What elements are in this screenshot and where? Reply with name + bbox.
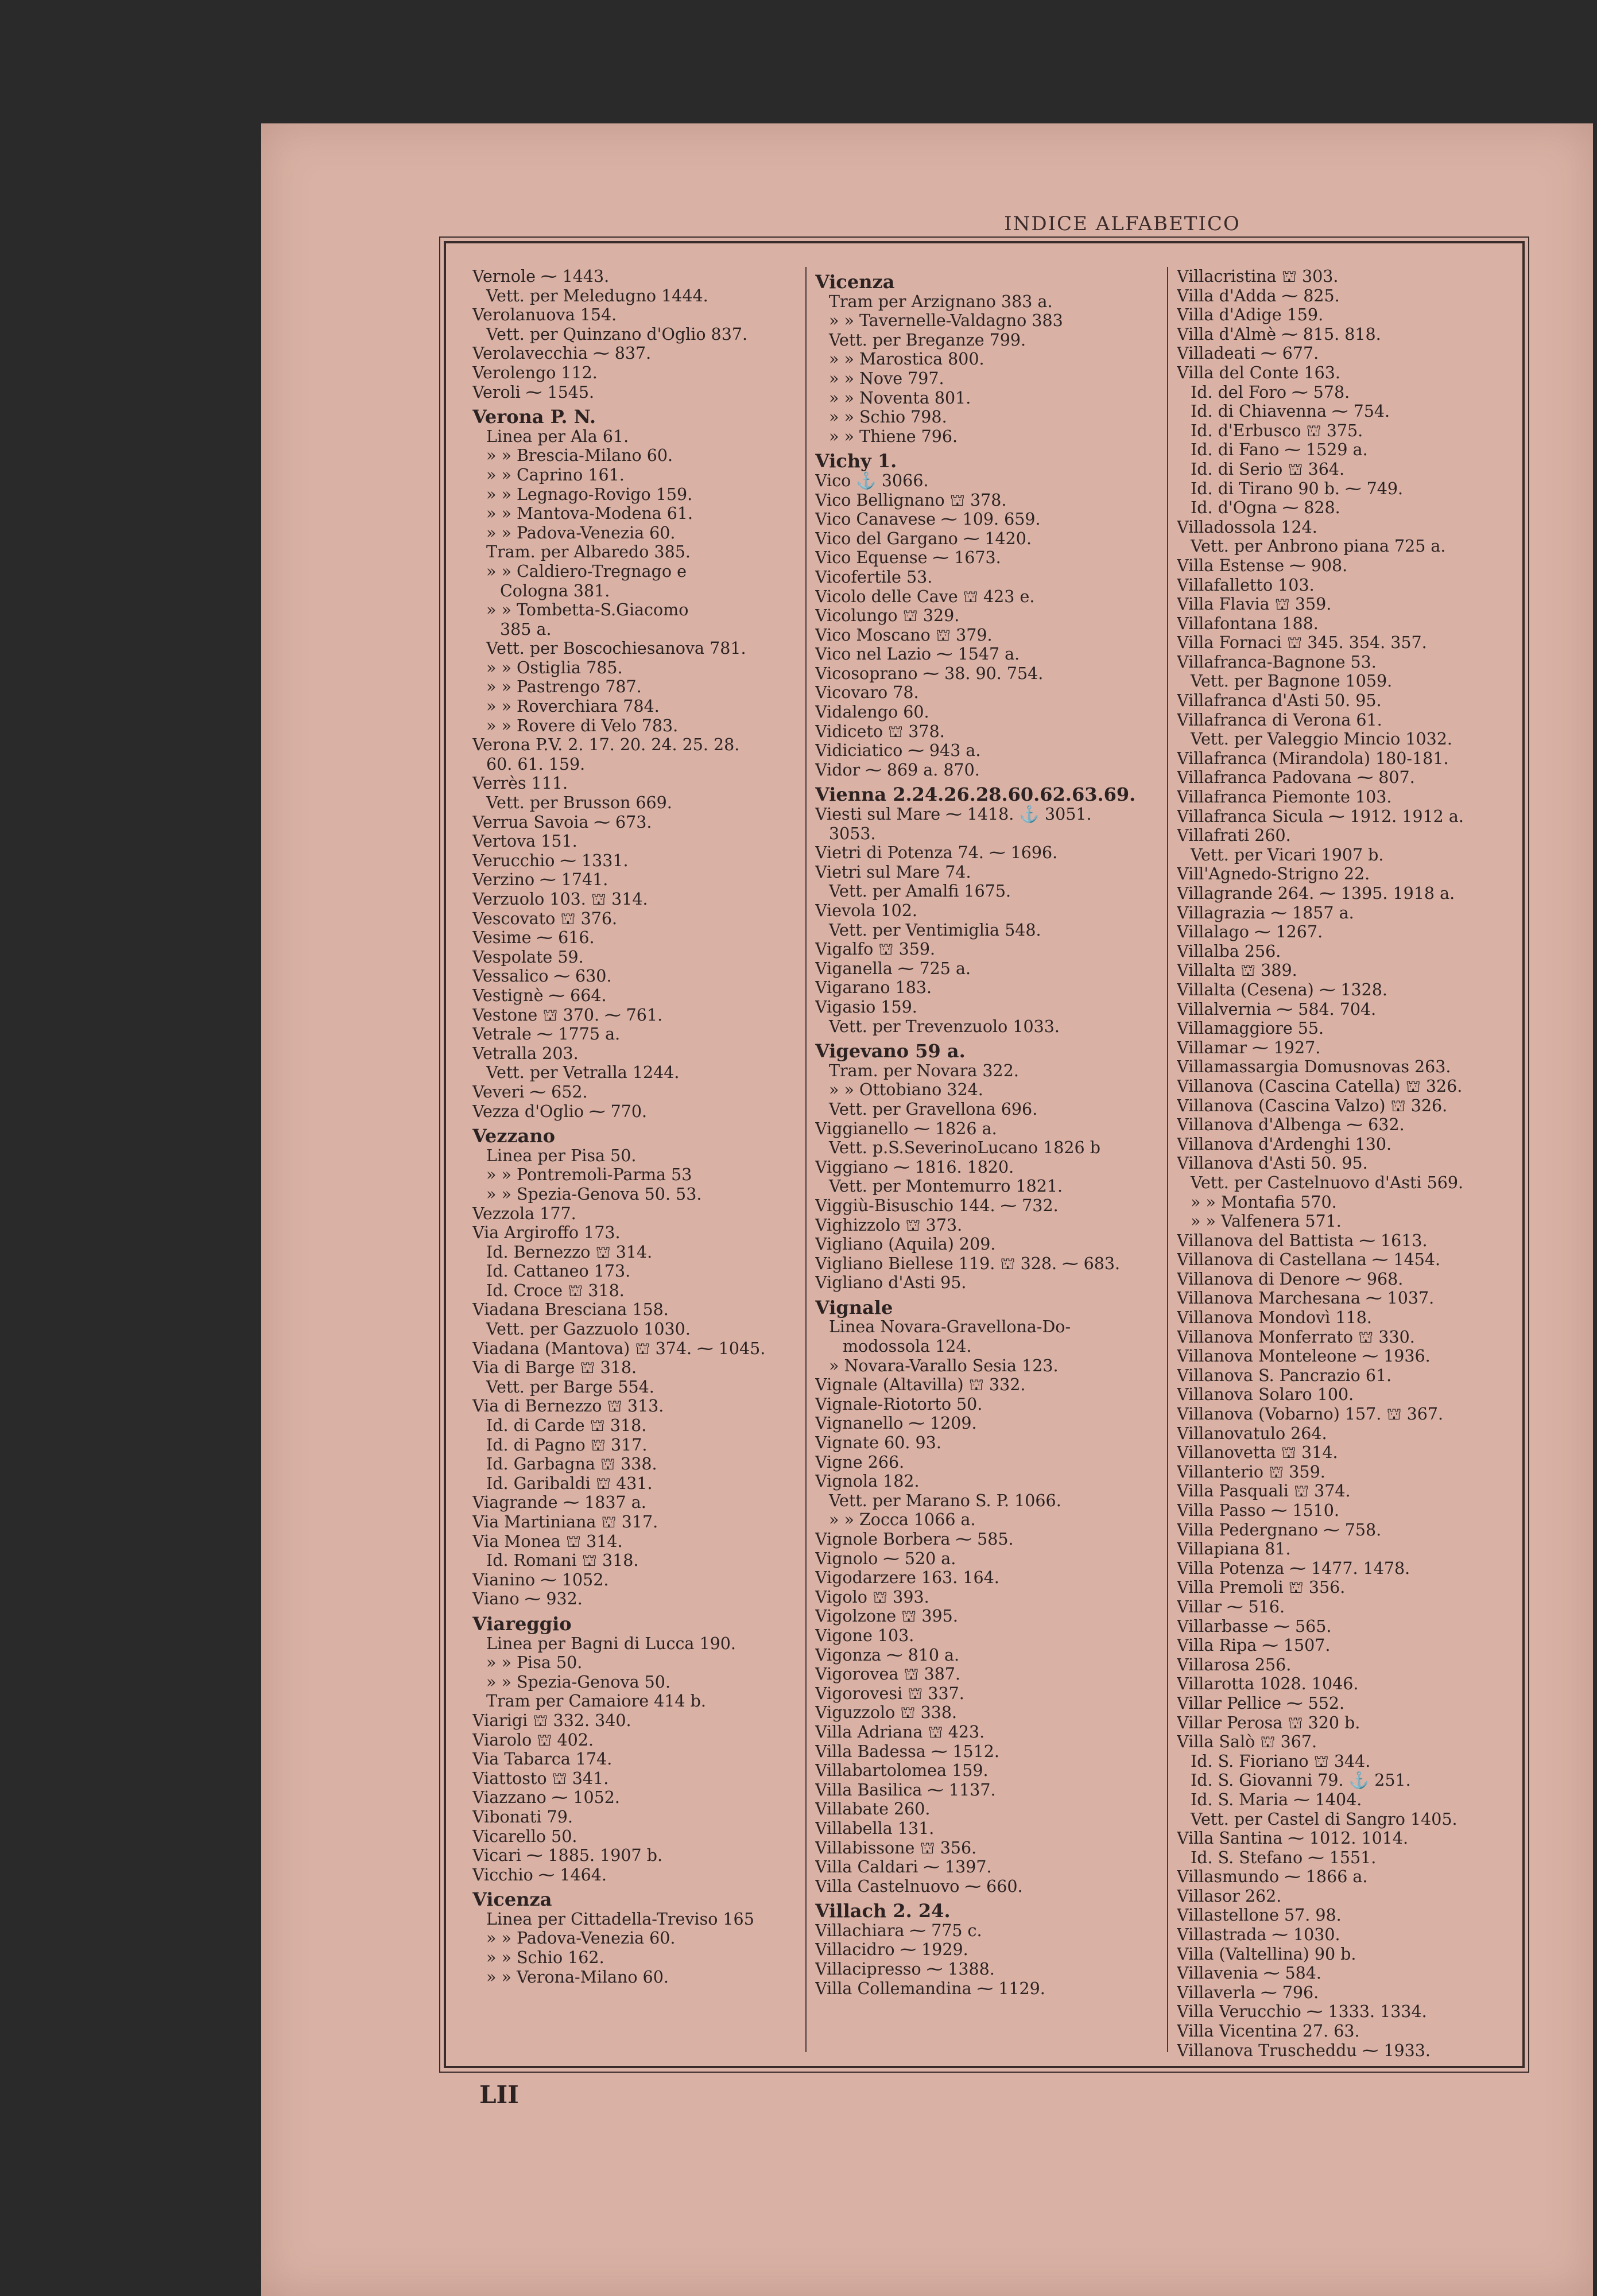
index-entry: » » Ostiglia 785. <box>486 658 623 677</box>
index-entry: » » Noventa 801. <box>829 388 971 408</box>
index-entry: Verrua Savoia ⁓ 673. <box>472 812 652 832</box>
index-heading: Vienna 2.24.26.28.60.62.63.69. <box>815 784 1136 806</box>
index-entry: Villa Badessa ⁓ 1512. <box>815 1742 999 1761</box>
index-entry: Villanova Solaro 100. <box>1177 1385 1354 1405</box>
index-entry: Id. Croce ⛫ 318. <box>486 1281 625 1300</box>
index-entry: Vetralla 203. <box>472 1044 579 1063</box>
index-entry: Vigne 266. <box>815 1452 905 1472</box>
index-entry: 385 a. <box>500 619 552 639</box>
index-entry: Vigonza ⁓ 810 a. <box>815 1645 960 1665</box>
index-entry: Verolengo 112. <box>472 363 598 382</box>
index-entry: Villa Caldari ⁓ 1397. <box>815 1857 992 1877</box>
index-entry: Vett. per Barge 554. <box>486 1377 654 1397</box>
index-entry: Villaverla ⁓ 796. <box>1177 1983 1319 2002</box>
index-entry: Vigolzone ⛫ 395. <box>815 1607 958 1626</box>
index-entry: Verolanuova 154. <box>472 305 617 325</box>
index-entry: » » Ottobiano 324. <box>829 1080 983 1100</box>
index-entry: Villa Adriana ⛫ 423. <box>815 1722 985 1742</box>
index-entry: Vett. per Vicari 1907 b. <box>1191 845 1384 864</box>
index-entry: Villanova di Castellana ⁓ 1454. <box>1177 1250 1441 1270</box>
index-entry: Villacipresso ⁓ 1388. <box>815 1960 995 1979</box>
index-entry: Viguzzolo ⛫ 338. <box>815 1703 958 1723</box>
index-entry: Verona P.V. 2. 17. 20. 24. 25. 28. <box>472 735 740 755</box>
index-entry: Villasmundo ⁓ 1866 a. <box>1177 1867 1368 1887</box>
index-entry: » » Valfenera 571. <box>1191 1212 1342 1231</box>
index-entry: Vico Bellignano ⛫ 378. <box>815 490 1007 510</box>
index-entry: » » Padova-Venezia 60. <box>486 1929 676 1948</box>
index-entry: Villafrati 260. <box>1177 826 1291 846</box>
index-entry: Villa Pasquali ⛫ 374. <box>1177 1481 1351 1501</box>
book-page <box>261 123 1593 2296</box>
index-heading: Verona P. N. <box>472 406 596 428</box>
index-entry: Vicovaro 78. <box>815 683 919 703</box>
index-entry: » » Caprino 161. <box>486 465 625 484</box>
index-entry: Id. Romani ⛫ 318. <box>486 1551 639 1570</box>
index-entry: Id. S. Fioriano ⛫ 344. <box>1191 1751 1371 1771</box>
index-entry: Tram per Camaiore 414 b. <box>486 1692 706 1711</box>
index-entry: Villanova (Vobarno) 157. ⛫ 367. <box>1177 1405 1444 1424</box>
index-entry: Linea per Ala 61. <box>486 426 629 446</box>
index-entry: Villanova del Battista ⁓ 1613. <box>1177 1231 1428 1250</box>
index-entry: Id. di Carde ⛫ 318. <box>486 1416 647 1436</box>
index-entry: Villadeati ⁓ 677. <box>1177 344 1319 363</box>
index-entry: Villanterio ⛫ 359. <box>1177 1462 1325 1481</box>
index-entry: Villanova Monferrato ⛫ 330. <box>1177 1327 1415 1347</box>
index-entry: Id. di Chiavenna ⁓ 754. <box>1191 402 1390 421</box>
index-entry: Vetrale ⁓ 1775 a. <box>472 1025 621 1044</box>
index-entry: Verucchio ⁓ 1331. <box>472 851 629 870</box>
index-entry: Villastellone 57. 98. <box>1177 1906 1342 1925</box>
index-entry: Villamar ⁓ 1927. <box>1177 1038 1321 1057</box>
index-entry: Via Tabarca 174. <box>472 1750 613 1769</box>
index-entry: Via Monea ⛫ 314. <box>472 1531 623 1551</box>
index-entry: » » Verona-Milano 60. <box>486 1967 669 1987</box>
index-entry: Vigliano (Aquila) 209. <box>815 1235 996 1254</box>
index-entry: Veveri ⁓ 652. <box>472 1082 588 1102</box>
index-heading: Vicenza <box>472 1888 552 1911</box>
index-entry: » » Spezia-Genova 50. <box>486 1672 671 1692</box>
index-entry: Vett. per Castel di Sangro 1405. <box>1191 1809 1458 1829</box>
index-entry: 3053. <box>829 824 876 843</box>
index-entry: Villa del Conte 163. <box>1177 363 1340 382</box>
index-entry: Villabella 131. <box>815 1818 935 1838</box>
index-entry: Vett. per Gravellona 696. <box>829 1099 1038 1119</box>
index-entry: Villa Premoli ⛫ 356. <box>1177 1578 1346 1597</box>
index-entry: Vett. per Ventimiglia 548. <box>829 920 1041 940</box>
index-entry: Vett. per Breganze 799. <box>829 330 1026 350</box>
index-heading: Vezzano <box>472 1125 555 1147</box>
index-entry: Vignolo ⁓ 520 a. <box>815 1549 956 1568</box>
index-entry: Villa Estense ⁓ 908. <box>1177 556 1348 575</box>
index-entry: Vigorovea ⛫ 387. <box>815 1665 961 1684</box>
index-heading: Viareggio <box>472 1612 572 1635</box>
index-entry: Villalta (Cesena) ⁓ 1328. <box>1177 980 1387 999</box>
index-entry: Veroli ⁓ 1545. <box>472 382 595 402</box>
index-entry: Vett. p.S.SeverinoLucano 1826 b <box>829 1138 1100 1158</box>
index-entry: Viattosto ⛫ 341. <box>472 1768 609 1788</box>
index-entry: » » Tavernelle-Valdagno 383 <box>829 311 1063 331</box>
index-entry: Villa Ripa ⁓ 1507. <box>1177 1636 1331 1655</box>
index-entry: Vignole Borbera ⁓ 585. <box>815 1530 1014 1549</box>
index-entry: Villafranca d'Asti 50. 95. <box>1177 691 1382 711</box>
index-entry: Vigorovesi ⛫ 337. <box>815 1684 964 1703</box>
index-entry: Villamaggiore 55. <box>1177 1019 1324 1038</box>
index-entry: » » Rovere di Velo 783. <box>486 716 679 735</box>
index-entry: Tram. per Albaredo 385. <box>486 542 691 562</box>
index-entry: Vico Equense ⁓ 1673. <box>815 548 1001 568</box>
index-entry: Verolavecchia ⁓ 837. <box>472 344 652 363</box>
index-column-2 <box>815 267 1160 2058</box>
index-entry: Cologna 381. <box>500 581 610 600</box>
index-entry: modossola 124. <box>843 1337 972 1356</box>
index-entry: Vertova 151. <box>472 832 577 851</box>
index-entry: » » Pisa 50. <box>486 1653 583 1673</box>
index-entry: Villanova d'Albenga ⁓ 632. <box>1177 1115 1405 1135</box>
index-entry: Villa Collemandina ⁓ 1129. <box>815 1979 1045 1998</box>
index-entry: » » Brescia-Milano 60. <box>486 446 673 466</box>
index-entry: » » Tombetta-S.Giacomo <box>486 600 689 620</box>
index-entry: Viazzano ⁓ 1052. <box>472 1788 620 1808</box>
index-heading: Vignale <box>815 1296 893 1318</box>
index-entry: Villacidro ⁓ 1929. <box>815 1940 968 1960</box>
index-entry: Vibonati 79. <box>472 1807 573 1826</box>
index-entry: Vessalico ⁓ 630. <box>472 967 612 986</box>
index-entry: Villanova Monteleone ⁓ 1936. <box>1177 1347 1431 1366</box>
index-entry: Villafontana 188. <box>1177 614 1319 633</box>
index-entry: Vicarello 50. <box>472 1826 577 1846</box>
index-column-3 <box>1177 267 1521 2058</box>
index-entry: Via di Bernezzo ⛫ 313. <box>472 1397 664 1416</box>
index-entry: » » Legnago-Rovigo 159. <box>486 484 693 504</box>
index-entry: Villalago ⁓ 1267. <box>1177 922 1323 942</box>
index-entry: Vett. per Montemurro 1821. <box>829 1177 1063 1196</box>
index-entry: Id. Cattaneo 173. <box>486 1262 631 1281</box>
index-entry: Villa (Valtellina) 90 b. <box>1177 1944 1356 1964</box>
running-header: INDICE ALFABETICO <box>1004 212 1241 235</box>
index-entry: Vidor ⁓ 869 a. 870. <box>815 760 980 779</box>
index-entry: Vett. per Amalfi 1675. <box>829 882 1011 901</box>
index-entry: Villa d'Adda ⁓ 825. <box>1177 286 1340 305</box>
index-entry: Vidiciatico ⁓ 943 a. <box>815 741 981 761</box>
index-entry: Vett. per Quinzano d'Oglio 837. <box>486 324 748 344</box>
index-entry: Id. S. Stefano ⁓ 1551. <box>1191 1848 1377 1867</box>
index-entry: Viganella ⁓ 725 a. <box>815 959 971 978</box>
index-entry: Id. Garibaldi ⛫ 431. <box>486 1473 653 1493</box>
index-entry: Villabate 260. <box>815 1799 931 1819</box>
index-column-1 <box>472 267 817 2058</box>
index-entry: Villalvernia ⁓ 584. 704. <box>1177 999 1377 1019</box>
index-heading: Vicenza <box>815 271 895 293</box>
index-entry: Vett. per Valeggio Mincio 1032. <box>1191 730 1452 749</box>
index-entry: Villanova d'Ardenghi 130. <box>1177 1134 1392 1154</box>
index-entry: » » Schio 162. <box>486 1948 604 1968</box>
index-entry: Villanovetta ⛫ 314. <box>1177 1443 1338 1463</box>
index-heading: Villach 2. 24. <box>815 1900 951 1922</box>
index-entry: Viarigi ⛫ 332. 340. <box>472 1711 631 1730</box>
index-entry: Villalta ⛫ 389. <box>1177 961 1297 980</box>
index-entry: Villastrada ⁓ 1030. <box>1177 1925 1340 1945</box>
index-entry: Vett. per Gazzuolo 1030. <box>486 1320 691 1339</box>
index-entry: Via Argiroffo 173. <box>472 1223 621 1243</box>
page-number: LII <box>479 2081 519 2109</box>
index-entry: Villarotta 1028. 1046. <box>1177 1674 1359 1694</box>
index-entry: Villa Potenza ⁓ 1477. 1478. <box>1177 1558 1410 1578</box>
index-entry: » » Padova-Venezia 60. <box>486 523 676 542</box>
index-entry: Villa Flavia ⛫ 359. <box>1177 595 1332 614</box>
index-entry: Vett. per Brusson 669. <box>486 793 672 813</box>
index-entry: Villa Fornaci ⛫ 345. 354. 357. <box>1177 633 1427 653</box>
index-entry: Villarosa 256. <box>1177 1655 1292 1674</box>
index-entry: Villa Castelnuovo ⁓ 660. <box>815 1876 1023 1896</box>
index-entry: Vico del Gargano ⁓ 1420. <box>815 529 1032 548</box>
index-entry: Villafranca (Mirandola) 180-181. <box>1177 748 1449 768</box>
index-entry: Villar Pellice ⁓ 552. <box>1177 1693 1345 1713</box>
index-entry: Vill'Agnedo-Strigno 22. <box>1177 864 1370 884</box>
index-entry: Vesime ⁓ 616. <box>472 928 595 948</box>
index-entry: Vignale-Riotorto 50. <box>815 1394 983 1414</box>
index-entry: Verzuolo 103. ⛫ 314. <box>472 890 648 909</box>
index-entry: Villa Basilica ⁓ 1137. <box>815 1780 996 1799</box>
index-entry: Villafranca Padovana ⁓ 807. <box>1177 768 1415 788</box>
index-entry: Villafranca Piemonte 103. <box>1177 788 1392 807</box>
index-entry: Villafranca Sicula ⁓ 1912. 1912 a. <box>1177 806 1464 826</box>
index-entry: Villanovatulo 264. <box>1177 1424 1327 1443</box>
index-entry: Villabartolomea 159. <box>815 1761 989 1781</box>
index-entry: Viano ⁓ 932. <box>472 1589 583 1609</box>
index-entry: Vespolate 59. <box>472 947 584 967</box>
index-entry: Villanova di Denore ⁓ 968. <box>1177 1269 1404 1289</box>
index-entry: Vico nel Lazio ⁓ 1547 a. <box>815 645 1020 664</box>
index-entry: Villafranca di Verona 61. <box>1177 710 1382 730</box>
index-entry: Vico ⚓ 3066. <box>815 471 929 490</box>
index-entry: Vicosoprano ⁓ 38. 90. 754. <box>815 664 1044 683</box>
index-entry: Linea Novara-Gravellona-Do- <box>829 1317 1071 1337</box>
index-heading: Vigevano 59 a. <box>815 1040 966 1062</box>
index-entry: Vett. per Castelnuovo d'Asti 569. <box>1191 1173 1464 1192</box>
index-entry: Vigliano Biellese 119. ⛫ 328. ⁓ 683. <box>815 1254 1121 1273</box>
index-entry: Villarbasse ⁓ 565. <box>1177 1616 1332 1636</box>
index-entry: Villa Passo ⁓ 1510. <box>1177 1501 1339 1520</box>
index-entry: » » Schio 798. <box>829 408 947 427</box>
index-entry: Villafalletto 103. <box>1177 575 1315 595</box>
index-entry: Villanova (Cascina Catella) ⛫ 326. <box>1177 1076 1463 1096</box>
index-entry: Villagrazia ⁓ 1857 a. <box>1177 903 1354 922</box>
index-entry: » » Marostica 800. <box>829 350 984 369</box>
index-entry: Vigolo ⛫ 393. <box>815 1587 929 1607</box>
index-entry: Linea per Cittadella-Treviso 165 <box>486 1909 754 1929</box>
index-entry: Viesti sul Mare ⁓ 1418. ⚓ 3051. <box>815 805 1092 824</box>
index-entry: Vianino ⁓ 1052. <box>472 1570 609 1589</box>
index-entry: Vicofertile 53. <box>815 567 933 587</box>
index-entry: Id. Bernezzo ⛫ 314. <box>486 1242 653 1262</box>
index-entry: Vigliano d'Asti 95. <box>815 1273 967 1293</box>
index-entry: Vigone 103. <box>815 1626 914 1645</box>
index-entry: Viadana (Mantova) ⛫ 374. ⁓ 1045. <box>472 1339 766 1358</box>
index-entry: Villa d'Adige 159. <box>1177 305 1324 325</box>
index-entry: Villasor 262. <box>1177 1886 1282 1906</box>
index-entry: Id. del Foro ⁓ 578. <box>1191 382 1350 402</box>
index-entry: Viarolo ⛫ 402. <box>472 1730 594 1750</box>
index-entry: Vicolo delle Cave ⛫ 423 e. <box>815 587 1035 606</box>
index-entry: Villadossola 124. <box>1177 517 1317 537</box>
index-entry: Vestone ⛫ 370. ⁓ 761. <box>472 1005 663 1025</box>
index-entry: Villar ⁓ 516. <box>1177 1597 1285 1616</box>
index-entry: Vett. per Boscochiesanova 781. <box>486 639 746 658</box>
index-entry: Vicchio ⁓ 1464. <box>472 1865 607 1884</box>
index-entry: Vett. per Marano S. P. 1066. <box>829 1491 1061 1510</box>
index-entry: Vignola 182. <box>815 1472 920 1491</box>
index-entry: Vett. per Anbrono piana 725 a. <box>1191 537 1446 556</box>
index-entry: Tram. per Novara 322. <box>829 1061 1019 1080</box>
index-entry: Vicari ⁓ 1885. 1907 b. <box>472 1846 663 1865</box>
index-entry: Linea per Pisa 50. <box>486 1146 637 1165</box>
index-entry: Verrès 111. <box>472 774 568 793</box>
index-entry: Villabissone ⛫ 356. <box>815 1838 977 1857</box>
index-entry: Vett. per Trevenzuolo 1033. <box>829 1017 1060 1036</box>
index-entry: Vico Moscano ⛫ 379. <box>815 625 993 645</box>
index-entry: Viadana Bresciana 158. <box>472 1300 669 1320</box>
index-entry: Viagrande ⁓ 1837 a. <box>472 1493 646 1512</box>
index-entry: Viggiù-Bisuschio 144. ⁓ 732. <box>815 1196 1059 1215</box>
index-entry: » » Spezia-Genova 50. 53. <box>486 1184 702 1204</box>
index-entry: » Novara-Varallo Sesia 123. <box>829 1356 1059 1375</box>
index-entry: Villamassargia Domusnovas 263. <box>1177 1057 1451 1077</box>
index-entry: Villa Salò ⛫ 367. <box>1177 1732 1317 1752</box>
index-entry: Viggianello ⁓ 1826 a. <box>815 1119 997 1138</box>
index-entry: Villalba 256. <box>1177 941 1281 961</box>
index-entry: Vett. per Meledugno 1444. <box>486 286 708 305</box>
index-entry: Via di Barge ⛫ 318. <box>472 1358 637 1378</box>
index-entry: Vicolungo ⛫ 329. <box>815 606 960 626</box>
index-entry: Id. S. Giovanni 79. ⚓ 251. <box>1191 1771 1411 1790</box>
index-entry: Id. S. Maria ⁓ 1404. <box>1191 1790 1362 1809</box>
index-entry: Vett. per Vetralla 1244. <box>486 1063 680 1083</box>
index-entry: Id. di Serio ⛫ 364. <box>1191 459 1345 479</box>
index-entry: Vignanello ⁓ 1209. <box>815 1414 977 1433</box>
index-entry: Vighizzolo ⛫ 373. <box>815 1215 963 1235</box>
index-entry: Tram per Arzignano 383 a. <box>829 292 1053 311</box>
index-entry: Vignale (Altavilla) ⛫ 332. <box>815 1375 1026 1395</box>
index-entry: 60. 61. 159. <box>486 754 586 774</box>
index-entry: Villa d'Almè ⁓ 815. 818. <box>1177 324 1381 344</box>
index-entry: Vievola 102. <box>815 901 917 920</box>
index-entry: Vezzola 177. <box>472 1204 576 1223</box>
index-entry: » » Zocca 1066 a. <box>829 1510 976 1530</box>
index-entry: Villa Verucchio ⁓ 1333. 1334. <box>1177 2002 1427 2022</box>
index-entry: Via Martiniana ⛫ 317. <box>472 1512 658 1531</box>
index-entry: Vigalfo ⛫ 359. <box>815 940 936 959</box>
index-entry: Vietri di Potenza 74. ⁓ 1696. <box>815 843 1058 863</box>
index-entry: Villagrande 264. ⁓ 1395. 1918 a. <box>1177 884 1455 903</box>
index-entry: Villanova (Cascina Valzo) ⛫ 326. <box>1177 1096 1448 1115</box>
index-entry: Villanova Mondovì 118. <box>1177 1308 1372 1328</box>
index-entry: Vidalengo 60. <box>815 703 929 722</box>
index-entry: Vigasio 159. <box>815 997 917 1017</box>
index-entry: Villachiara ⁓ 775 c. <box>815 1921 982 1940</box>
index-entry: Id. di Fano ⁓ 1529 a. <box>1191 440 1368 460</box>
index-entry: Villanova d'Asti 50. 95. <box>1177 1154 1368 1173</box>
index-entry: » » Pastrengo 787. <box>486 677 642 697</box>
index-entry: Verzino ⁓ 1741. <box>472 870 608 890</box>
index-entry: Villa Vicentina 27. 63. <box>1177 2022 1360 2041</box>
index-entry: Vietri sul Mare 74. <box>815 862 971 882</box>
index-entry: Id. Garbagna ⛫ 338. <box>486 1455 657 1474</box>
index-entry: Villa Santina ⁓ 1012. 1014. <box>1177 1829 1409 1848</box>
index-entry: » » Nove 797. <box>829 369 944 388</box>
index-entry: Villafranca-Bagnone 53. <box>1177 652 1377 672</box>
index-entry: Vigarano 183. <box>815 978 932 998</box>
index-entry: Villavenia ⁓ 584. <box>1177 1964 1321 1983</box>
index-entry: Villanova Truscheddu ⁓ 1933. <box>1177 2041 1431 2058</box>
index-entry: Villanova S. Pancrazio 61. <box>1177 1366 1392 1385</box>
index-entry: » » Mantova-Modena 61. <box>486 504 693 523</box>
index-entry: Vescovato ⛫ 376. <box>472 909 618 928</box>
index-heading: Vichy 1. <box>815 450 897 472</box>
index-entry: Villa Pedergnano ⁓ 758. <box>1177 1520 1382 1539</box>
index-entry: » » Thiene 796. <box>829 426 958 446</box>
index-entry: » » Montafia 570. <box>1191 1192 1337 1212</box>
index-entry: Id. d'Ogna ⁓ 828. <box>1191 498 1340 518</box>
index-entry: Villacristina ⛫ 303. <box>1177 267 1339 286</box>
index-entry: » » Pontremoli-Parma 53 <box>486 1165 692 1185</box>
index-entry: » » Caldiero-Tregnago e <box>486 561 687 581</box>
index-entry: Vestignè ⁓ 664. <box>472 986 607 1005</box>
index-entry: Vernole ⁓ 1443. <box>472 267 610 286</box>
index-entry: Viggiano ⁓ 1816. 1820. <box>815 1157 1014 1177</box>
index-entry: » » Roverchiara 784. <box>486 697 660 716</box>
index-entry: Villapiana 81. <box>1177 1539 1291 1559</box>
index-entry: Vigodarzere 163. 164. <box>815 1568 999 1588</box>
index-entry: Vezza d'Oglio ⁓ 770. <box>472 1102 648 1121</box>
column-divider <box>1167 267 1168 2052</box>
index-entry: Villanova Marchesana ⁓ 1037. <box>1177 1289 1435 1308</box>
index-entry: Id. d'Erbusco ⛫ 375. <box>1191 421 1363 440</box>
index-entry: Id. di Pagno ⛫ 317. <box>486 1435 648 1455</box>
index-entry: Villar Perosa ⛫ 320 b. <box>1177 1713 1360 1732</box>
index-entry: Vidiceto ⛫ 378. <box>815 722 945 741</box>
index-entry: Id. di Tirano 90 b. ⁓ 749. <box>1191 479 1404 498</box>
index-entry: Linea per Bagni di Lucca 190. <box>486 1634 736 1653</box>
index-entry: Vignate 60. 93. <box>815 1433 941 1453</box>
index-entry: Vett. per Bagnone 1059. <box>1191 672 1393 691</box>
index-entry: Vico Canavese ⁓ 109. 659. <box>815 510 1041 529</box>
